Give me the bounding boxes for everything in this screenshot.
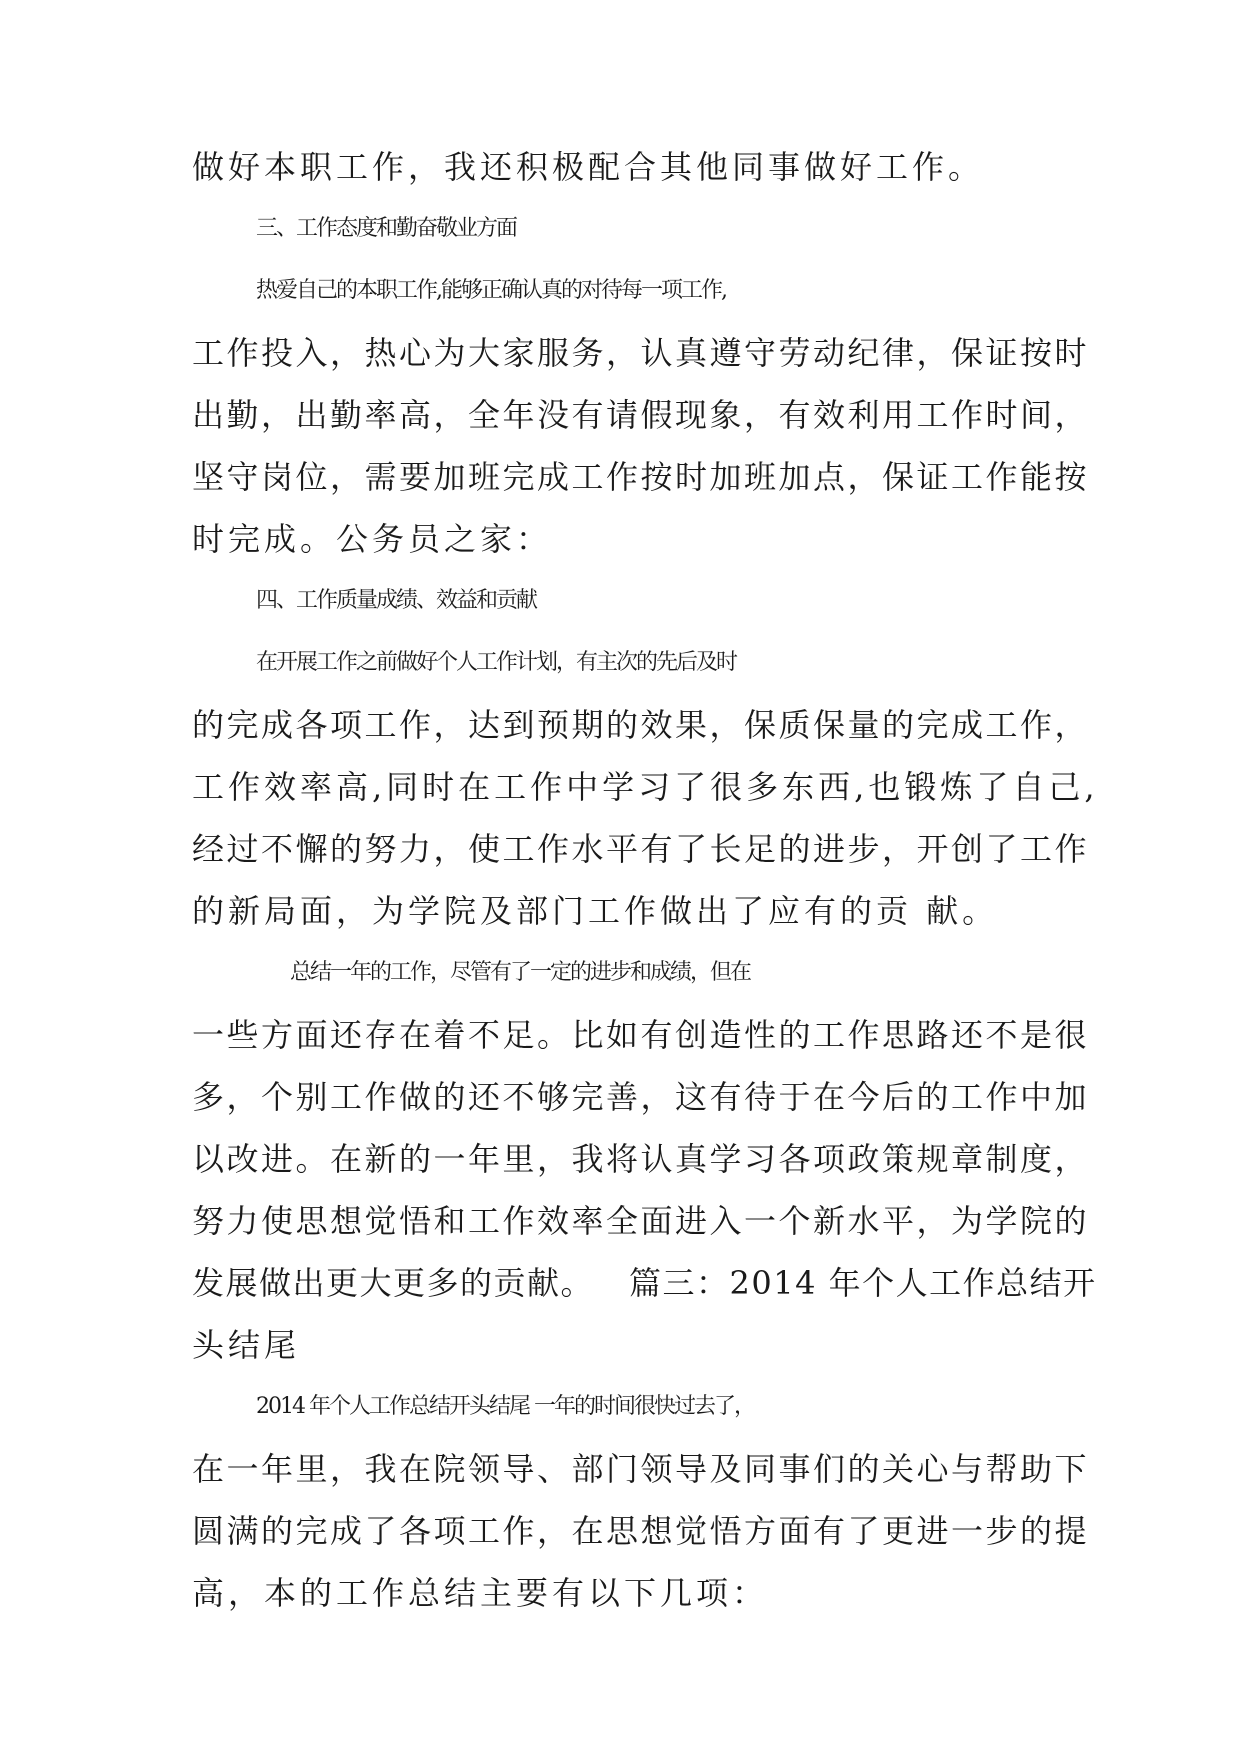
text-line: 做好本职工作，我还积极配合其他同事做好工作。: [192, 148, 985, 186]
text-line: 多，个别工作做的还不够完善，这有待于在今后的工作中加: [192, 1078, 1090, 1116]
text-line: 发展做出更大更多的贡献。 篇三：2014 年个人工作总结开: [192, 1264, 1097, 1302]
text-line: 以改进。在新的一年里，我将认真学习各项政策规章制度，: [192, 1140, 1090, 1178]
text-line: 工作投入，热心为大家服务，认真遵守劳动纪律，保证按时: [192, 334, 1090, 372]
text-line: 时完成。公务员之家：: [192, 520, 553, 558]
text-line: 出勤，出勤率高，全年没有请假现象，有效利用工作时间，: [192, 396, 1090, 434]
text-line: 头结尾: [192, 1326, 301, 1364]
text-line: 热爱自己的本职工作,能够正确认真的对待每一项工作,: [256, 278, 726, 303]
text-line: 总结一年的工作，尽管有了一定的进步和成绩，但在: [290, 960, 751, 985]
text-line: 努力使思想觉悟和工作效率全面进入一个新水平，为学院的: [192, 1202, 1090, 1240]
text-line: 一些方面还存在着不足。比如有创造性的工作思路还不是很: [192, 1016, 1090, 1054]
text-line: 在开展工作之前做好个人工作计划，有主次的先后及时: [256, 650, 737, 675]
text-line: 工作效率高,同时在工作中学习了很多东西,也锻炼了自己,: [192, 768, 1099, 806]
text-line: 的新局面，为学院及部门工作做出了应有的贡 献。: [192, 892, 999, 930]
text-line: 的完成各项工作，达到预期的效果，保质保量的完成工作，: [192, 706, 1090, 744]
text-line: 2014 年个人工作总结开头结尾 一年的时间很快过去了，: [256, 1394, 754, 1419]
text-line: 经过不懈的努力，使工作水平有了长足的进步，开创了工作: [192, 830, 1090, 868]
text-line: 圆满的完成了各项工作，在思想觉悟方面有了更进一步的提: [192, 1512, 1090, 1550]
section-heading: 三、工作态度和勤奋敬业方面: [256, 216, 517, 241]
text-line: 在一年里，我在院领导、部门领导及同事们的关心与帮助下: [192, 1450, 1090, 1488]
section-heading: 四、工作质量成绩、效益和贡献: [256, 588, 537, 613]
text-line: 坚守岗位，需要加班完成工作按时加班加点，保证工作能按: [192, 458, 1090, 496]
text-line: 高，本的工作总结主要有以下几项：: [192, 1574, 769, 1612]
